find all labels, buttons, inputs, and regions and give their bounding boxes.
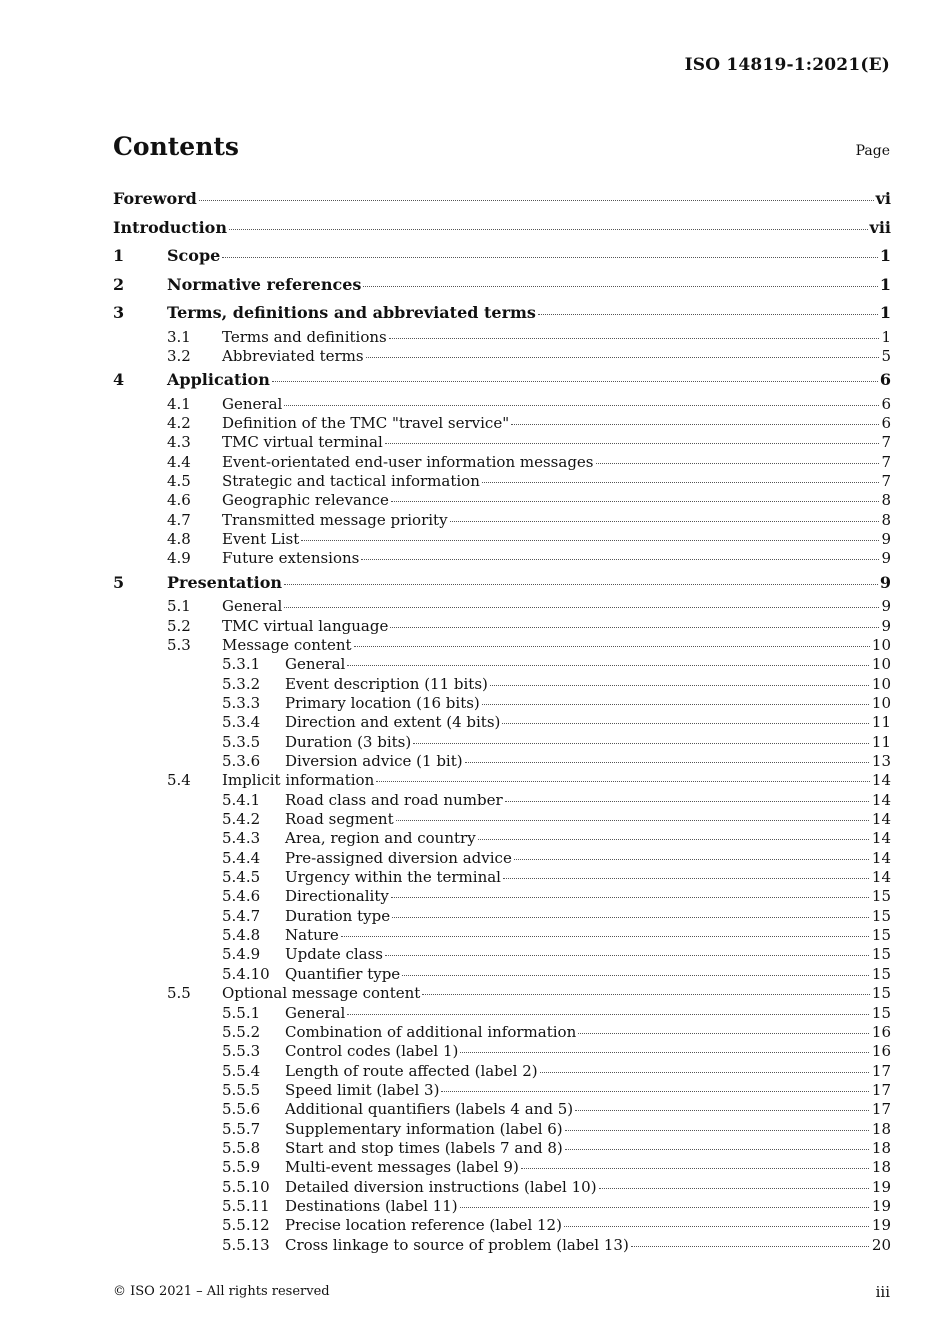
toc-leader-dots	[575, 1109, 869, 1111]
toc-entry-page: 9	[881, 597, 891, 616]
toc-entry-page: 19	[871, 1216, 891, 1235]
toc-entry-number: 5.5.5	[222, 1080, 261, 1099]
toc-entry-number: 5.5.1	[222, 1003, 261, 1022]
toc-entry-page: 9	[881, 530, 891, 549]
toc-entry[interactable]	[113, 791, 891, 810]
toc-entry[interactable]	[113, 945, 891, 964]
toc-entry-number: 5.5.6	[222, 1100, 261, 1119]
toc-entry-number: 5.4.10	[222, 964, 270, 983]
toc-entry-title: Normative references	[167, 274, 362, 294]
toc-entry-title: Control codes (label 1)	[285, 1042, 459, 1061]
toc-entry-number: 3	[113, 303, 125, 322]
toc-entry-number: 5.5.12	[222, 1216, 270, 1235]
toc-entry-title: Directionality	[285, 887, 389, 906]
toc-leader-dots	[596, 462, 880, 464]
toc-entry-number: 5.5.13	[222, 1235, 270, 1254]
toc-entry-page: 18	[871, 1158, 891, 1177]
toc-entry-title: Update class	[285, 945, 383, 964]
table-of-contents	[113, 185, 891, 1255]
toc-leader-dots	[385, 442, 880, 444]
toc-entry-title: TMC virtual terminal	[222, 433, 383, 452]
toc-entry[interactable]	[113, 511, 891, 530]
toc-leader-dots	[578, 1032, 869, 1034]
toc-leader-dots	[354, 645, 870, 647]
toc-entry-number: 4.9	[167, 549, 191, 568]
toc-entry-number: 5.5.4	[222, 1061, 261, 1080]
toc-entry-number: 5.3.5	[222, 732, 261, 751]
toc-entry-page: 11	[871, 713, 891, 732]
toc-entry[interactable]	[113, 1004, 891, 1023]
toc-leader-dots	[341, 935, 869, 937]
toc-leader-dots	[502, 722, 869, 724]
toc-entry[interactable]	[113, 1139, 891, 1158]
toc-entry-page: 1	[879, 274, 891, 294]
toc-leader-dots	[599, 1187, 869, 1189]
toc-entry-title: Cross linkage to source of problem (label 13)	[285, 1235, 629, 1254]
toc-entry-page: 19	[871, 1196, 891, 1215]
copyright-notice: © ISO 2021 – All rights reserved	[113, 1284, 330, 1299]
toc-entry[interactable]	[113, 491, 891, 510]
toc-entry-title: General	[222, 597, 283, 616]
toc-leader-dots	[482, 703, 869, 705]
toc-entry-page: 9	[881, 616, 891, 635]
toc-entry-number: 5.4.7	[222, 906, 261, 925]
toc-entry-page: 15	[871, 964, 891, 983]
toc-entry[interactable]	[113, 984, 891, 1003]
toc-leader-dots	[564, 1225, 869, 1227]
toc-entry-title: Transmitted message priority	[222, 510, 448, 529]
toc-entry[interactable]	[113, 414, 891, 433]
toc-entry-number: 5.3.3	[222, 694, 261, 712]
toc-entry-number: 4.5	[167, 472, 191, 491]
toc-entry-number: 4	[113, 370, 125, 390]
toc-entry-page: 14	[871, 868, 891, 887]
toc-entry-page: 17	[871, 1080, 891, 1099]
toc-entry-number: 5.5	[167, 984, 191, 1003]
toc-leader-dots	[631, 1245, 869, 1247]
toc-entry-number: 5.4.2	[222, 810, 261, 829]
toc-entry[interactable]	[113, 597, 891, 616]
toc-entry-title: Multi-event messages (label 9)	[285, 1158, 519, 1177]
toc-leader-dots	[422, 993, 870, 995]
toc-entry-number: 5.5.3	[222, 1042, 261, 1061]
toc-entry-page: 15	[871, 945, 891, 964]
toc-entry-page: 18	[871, 1119, 891, 1138]
toc-leader-dots	[392, 916, 869, 918]
toc-entry-title: Destinations (label 11)	[285, 1196, 458, 1215]
toc-entry-number: 5.4.8	[222, 926, 261, 945]
toc-entry[interactable]	[113, 771, 891, 790]
toc-entry-title: Quantifier type	[285, 964, 401, 983]
toc-entry-page: 20	[871, 1235, 891, 1254]
toc-entry-title: Speed limit (label 3)	[285, 1080, 440, 1099]
toc-leader-dots	[490, 684, 869, 686]
toc-entry-page: 10	[871, 635, 891, 654]
toc-entry[interactable]	[113, 453, 891, 472]
toc-entry-page: 15	[871, 984, 891, 1003]
toc-entry-title: Primary location (16 bits)	[285, 694, 480, 712]
toc-entry-page: 7	[881, 472, 891, 491]
toc-entry-page: vii	[869, 217, 891, 237]
toc-entry[interactable]	[113, 1100, 891, 1119]
toc-leader-dots	[450, 520, 880, 522]
toc-entry-title: General	[285, 655, 346, 674]
toc-entry-page: 15	[871, 906, 891, 925]
toc-entry-number: 5.4.4	[222, 848, 261, 867]
toc-leader-dots	[396, 819, 869, 821]
toc-leader-dots	[465, 761, 869, 763]
page-number: iii	[875, 1283, 890, 1301]
toc-entry-title: Implicit information	[222, 771, 375, 790]
toc-entry[interactable]	[113, 366, 891, 395]
toc-entry[interactable]	[113, 1197, 891, 1216]
toc-leader-dots	[538, 313, 878, 315]
toc-entry-title: Start and stop times (labels 7 and 8)	[285, 1138, 563, 1157]
page-column-label: Page	[855, 143, 890, 159]
toc-entry[interactable]	[113, 617, 891, 636]
toc-entry[interactable]	[113, 829, 891, 848]
toc-entry-number: 5.4.5	[222, 868, 261, 887]
toc-entry-number: 5.4.9	[222, 945, 261, 964]
toc-leader-dots	[389, 337, 880, 339]
toc-entry-page: 9	[881, 549, 891, 568]
toc-entry-page: 15	[871, 887, 891, 906]
toc-entry-number: 5.3.2	[222, 674, 261, 693]
toc-leader-dots	[363, 285, 877, 287]
toc-entry-page: 18	[871, 1138, 891, 1157]
toc-entry-title: Direction and extent (4 bits)	[285, 713, 501, 732]
toc-entry[interactable]	[113, 1120, 891, 1139]
toc-entry[interactable]	[113, 569, 891, 598]
toc-entry-page: 14	[871, 771, 891, 790]
toc-leader-dots	[478, 838, 869, 840]
toc-leader-dots	[391, 500, 880, 502]
toc-entry[interactable]	[113, 965, 891, 984]
toc-entry-title: Geographic relevance	[222, 491, 389, 510]
toc-entry-title: Event-orientated end-user information messages	[222, 452, 594, 471]
toc-entry[interactable]	[113, 1062, 891, 1081]
toc-entry-number: 5.4.3	[222, 829, 261, 848]
toc-entry-number: 5.3.1	[222, 655, 261, 674]
toc-entry-page: 7	[881, 433, 891, 452]
toc-entry-page: 19	[871, 1177, 891, 1196]
toc-entry[interactable]	[113, 214, 891, 243]
toc-entry-number: 5.4.1	[222, 790, 261, 809]
toc-entry-page: 8	[881, 510, 891, 529]
toc-entry[interactable]	[113, 1178, 891, 1197]
toc-entry-title: Area, region and country	[285, 829, 476, 848]
toc-entry-title: Duration (3 bits)	[285, 732, 412, 751]
toc-entry-title: Nature	[285, 926, 339, 945]
toc-entry-number: 4.2	[167, 414, 191, 433]
toc-entry-page: 13	[871, 752, 891, 771]
toc-leader-dots	[511, 423, 879, 425]
toc-entry-number: 4.3	[167, 433, 191, 452]
toc-entry[interactable]	[113, 926, 891, 945]
toc-entry-number: 5.4	[167, 771, 191, 790]
toc-leader-dots	[284, 404, 879, 406]
toc-entry-title: Presentation	[167, 572, 282, 592]
toc-leader-dots	[565, 1129, 869, 1131]
toc-entry[interactable]	[113, 299, 891, 328]
toc-entry-number: 3.2	[167, 346, 191, 365]
toc-entry-number: 4.1	[167, 394, 191, 413]
toc-entry-number: 4.4	[167, 452, 191, 471]
toc-entry-page: 1	[879, 246, 891, 265]
toc-entry-title: Duration type	[285, 906, 391, 925]
toc-entry-title: Foreword	[113, 189, 197, 208]
toc-entry-title: Optional message content	[222, 984, 421, 1003]
toc-entry-page: 15	[871, 926, 891, 945]
toc-entry[interactable]	[113, 636, 891, 655]
toc-entry-number: 5.5.2	[222, 1022, 261, 1041]
toc-leader-dots	[505, 800, 869, 802]
toc-entry-page: 8	[881, 491, 891, 510]
toc-entry-page: 10	[871, 674, 891, 693]
toc-entry-title: Application	[167, 370, 270, 390]
toc-entry[interactable]	[113, 472, 891, 491]
toc-entry-number: 2	[113, 274, 125, 294]
toc-entry-number: 5.5.9	[222, 1158, 261, 1177]
toc-entry-number: 5.3	[167, 635, 191, 654]
toc-leader-dots	[284, 606, 879, 608]
toc-leader-dots	[390, 626, 879, 628]
toc-entry[interactable]	[113, 242, 891, 271]
toc-entry[interactable]	[113, 395, 891, 414]
toc-entry[interactable]	[113, 185, 891, 214]
toc-entry[interactable]	[113, 1216, 891, 1235]
toc-leader-dots	[391, 896, 869, 898]
toc-entry-title: Road segment	[285, 810, 394, 829]
toc-entry-page: 10	[871, 694, 891, 712]
toc-leader-dots	[565, 1148, 869, 1150]
toc-entry-page: 11	[871, 732, 891, 751]
toc-entry[interactable]	[113, 1023, 891, 1042]
toc-leader-dots	[272, 380, 878, 382]
toc-entry-number: 5.4.6	[222, 887, 261, 906]
toc-entry-title: Urgency within the terminal	[285, 868, 501, 887]
toc-leader-dots	[413, 742, 869, 744]
toc-entry-number: 5.5.8	[222, 1138, 261, 1157]
toc-leader-dots	[361, 558, 879, 560]
toc-leader-dots	[402, 974, 869, 976]
toc-leader-dots	[460, 1051, 869, 1053]
toc-entry-title: Message content	[222, 635, 352, 654]
toc-entry[interactable]	[113, 655, 891, 674]
toc-entry[interactable]	[113, 433, 891, 452]
toc-leader-dots	[521, 1167, 869, 1169]
toc-entry-page: 16	[871, 1042, 891, 1061]
toc-entry-number: 5.5.7	[222, 1119, 261, 1138]
toc-entry-number: 5.3.6	[222, 752, 261, 771]
toc-entry-number: 5.3.4	[222, 713, 261, 732]
toc-entry[interactable]	[113, 347, 891, 366]
toc-entry[interactable]	[113, 752, 891, 771]
toc-leader-dots	[347, 664, 869, 666]
toc-entry[interactable]	[113, 694, 891, 713]
toc-entry[interactable]	[113, 713, 891, 732]
toc-entry-title: Precise location reference (label 12)	[285, 1216, 562, 1235]
toc-entry-title: Additional quantifiers (labels 4 and 5)	[285, 1100, 574, 1119]
toc-entry-page: 6	[881, 414, 891, 433]
toc-entry-number: 5.5.11	[222, 1196, 270, 1215]
toc-entry[interactable]	[113, 1236, 891, 1255]
toc-entry[interactable]	[113, 849, 891, 868]
toc-entry-title: Introduction	[113, 217, 227, 237]
toc-entry[interactable]	[113, 328, 891, 347]
toc-entry-title: Terms, definitions and abbreviated terms	[167, 303, 536, 322]
toc-entry-title: General	[285, 1003, 346, 1022]
toc-entry-title: Length of route affected (label 2)	[285, 1061, 538, 1080]
toc-entry-title: Future extensions	[222, 549, 360, 568]
toc-entry-page: 17	[871, 1061, 891, 1080]
toc-entry-title: Terms and definitions	[222, 327, 387, 346]
toc-entry-page: 1	[881, 327, 891, 346]
toc-entry-title: Supplementary information (label 6)	[285, 1119, 563, 1138]
toc-leader-dots	[514, 858, 869, 860]
toc-entry-page: 17	[871, 1100, 891, 1119]
toc-entry-page: 5	[881, 346, 891, 365]
toc-entry[interactable]	[113, 271, 891, 300]
toc-leader-dots	[376, 780, 870, 782]
toc-leader-dots	[540, 1071, 869, 1073]
toc-entry-title: General	[222, 394, 283, 413]
toc-entry-page: 14	[871, 810, 891, 829]
toc-entry-title: Road class and road number	[285, 790, 503, 809]
toc-entry-number: 4.8	[167, 530, 191, 549]
toc-entry-number: 4.7	[167, 510, 191, 529]
toc-leader-dots	[366, 356, 880, 358]
toc-entry-number: 3.1	[167, 327, 191, 346]
toc-entry-number: 5.5.10	[222, 1177, 270, 1196]
toc-entry-page: 14	[871, 829, 891, 848]
toc-leader-dots	[347, 1013, 869, 1015]
toc-entry-number: 5.2	[167, 616, 191, 635]
toc-entry[interactable]	[113, 530, 891, 549]
toc-entry-title: Detailed diversion instructions (label 10)	[285, 1177, 597, 1196]
toc-entry[interactable]	[113, 733, 891, 752]
toc-leader-dots	[482, 481, 880, 483]
toc-entry-title: Definition of the TMC "travel service"	[222, 414, 510, 433]
toc-entry[interactable]	[113, 1158, 891, 1177]
toc-entry-page: 7	[881, 452, 891, 471]
toc-entry-page: 10	[871, 655, 891, 674]
toc-entry-page: 1	[879, 303, 891, 322]
toc-entry-title: Strategic and tactical information	[222, 472, 480, 491]
toc-entry-number: 5.1	[167, 597, 191, 616]
toc-entry[interactable]	[113, 868, 891, 887]
toc-entry[interactable]	[113, 1042, 891, 1061]
toc-entry-page: 15	[871, 1003, 891, 1022]
toc-entry-number: 1	[113, 246, 125, 265]
contents-heading: Contents	[113, 132, 240, 161]
toc-entry-title: Event description (11 bits)	[285, 674, 488, 693]
toc-entry-page: vi	[875, 189, 891, 208]
toc-entry[interactable]	[113, 887, 891, 906]
toc-entry-title: Combination of additional information	[285, 1022, 577, 1041]
toc-entry[interactable]	[113, 1081, 891, 1100]
toc-entry-page: 14	[871, 790, 891, 809]
toc-leader-dots	[503, 877, 869, 879]
toc-entry-title: Abbreviated terms	[222, 346, 364, 365]
toc-entry-title: Pre-assigned diversion advice	[285, 848, 512, 867]
toc-leader-dots	[222, 256, 878, 258]
toc-entry-number: 4.6	[167, 491, 191, 510]
toc-entry[interactable]	[113, 810, 891, 829]
toc-entry-page: 14	[871, 848, 891, 867]
toc-leader-dots	[284, 583, 878, 585]
toc-entry-page: 6	[879, 370, 891, 390]
document-id: ISO 14819-1:2021(E)	[684, 55, 890, 75]
toc-leader-dots	[301, 539, 879, 541]
toc-leader-dots	[199, 199, 874, 201]
toc-entry-page: 6	[881, 394, 891, 413]
toc-entry[interactable]	[113, 675, 891, 694]
toc-entry[interactable]	[113, 907, 891, 926]
toc-entry-title: TMC virtual language	[222, 616, 389, 635]
toc-entry-title: Event List	[222, 530, 300, 549]
toc-leader-dots	[441, 1090, 869, 1092]
toc-entry-number: 5	[113, 572, 125, 592]
toc-entry-page: 9	[879, 572, 891, 592]
toc-leader-dots	[385, 954, 869, 956]
toc-leader-dots	[460, 1206, 869, 1208]
toc-leader-dots	[229, 228, 868, 230]
toc-entry-title: Scope	[167, 246, 221, 265]
toc-entry[interactable]	[113, 549, 891, 568]
toc-entry-title: Diversion advice (1 bit)	[285, 752, 463, 771]
toc-entry-page: 16	[871, 1022, 891, 1041]
